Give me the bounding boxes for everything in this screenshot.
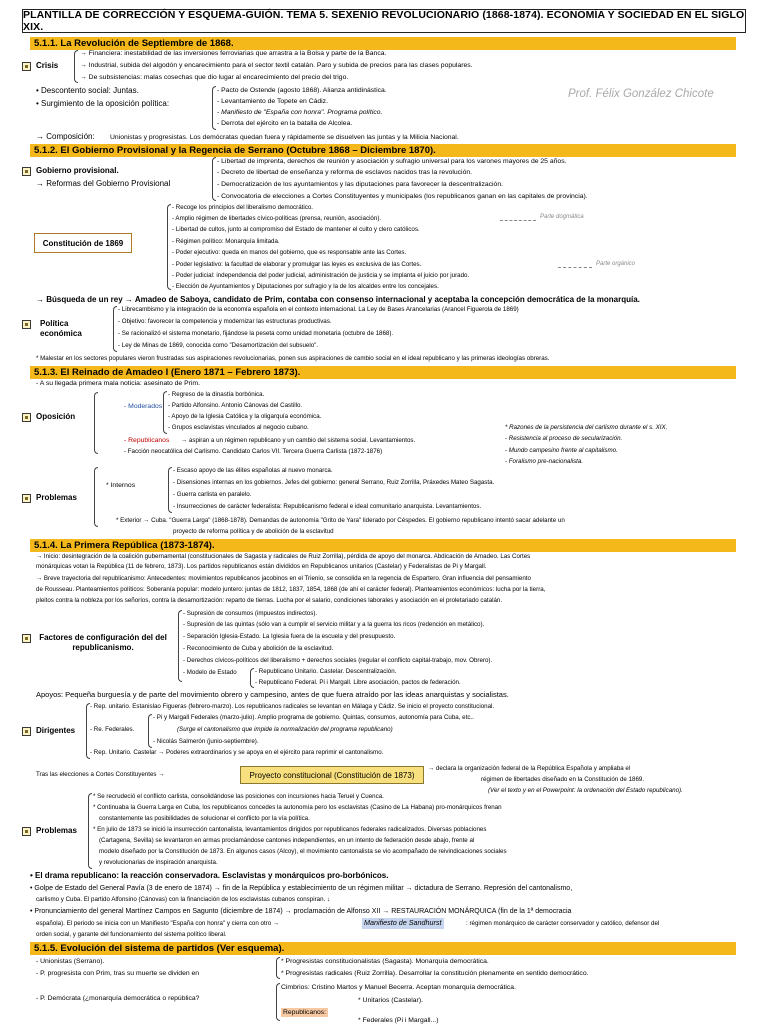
tras-elecciones-text: Tras las elecciones a Cortes Constituyentes →: [36, 771, 165, 778]
exterior-text-2: proyecto de reforma política y de abolición de la esclavitud: [173, 528, 334, 535]
busqueda-rey-text: → Búsqueda de un rey → Amadeo de Saboya, candidato de Prim, contaba con consenso internacional y aceptaba la concepción democrática de la monarquía.: [36, 295, 640, 304]
apoyos-text: Apoyos: Pequeña burguesía y de parte del movimiento obrero y campesino, antes de que fuera atraído por las ideas anarquistas y socialistas.: [36, 690, 509, 699]
page-title: PLANTILLA DE CORRECCIÓN Y ESQUEMA-GUIÓN. TEMA 5. SEXENIO REVOLUCIONARIO (1868-1874). ECONOMÍA Y SOCIEDAD EN EL SIGLO XIX.: [23, 9, 745, 33]
organica-item: - Poder legislativo: la facultad de elaborar y promulgar las leyes es exclusiva de las Cortes.: [172, 261, 422, 268]
sandhurst-highlight: Manifiesto de Sandhurst: [364, 918, 442, 927]
dogmatica-item: - Amplio régimen de libertades cívico-políticas (prensa, reunión, asociación).: [172, 215, 382, 222]
bullet-icon: [22, 413, 31, 422]
pronunciamiento-text-3: : régimen monárquico de carácter conservador y católico, defensor del: [466, 920, 660, 927]
pronunciamiento-text-4: orden social, y garante del funcionamiento del sistema político liberal.: [36, 931, 227, 938]
crisis-item: → De subsistencias: malas cosechas que dio lugar al encarecimiento del precio del trigo.: [80, 74, 349, 81]
moderados-item: - Regreso de la dinastía borbónica.: [168, 391, 265, 398]
inicio-text-2: monárquicas votan la República (11 de febrero, 1873). Los partidos republicanos están divididos en Republicanos unitarios (Castelar) y Federalistas de Pi y Margall.: [36, 563, 487, 570]
politica-item: - Librecambismo y la integración de la economía española en el contexto internacional. La Ley de Bases Arancelarias (Arancel Figuerola de 1869): [118, 306, 519, 313]
bullet-icon: [22, 494, 31, 503]
dogmatica-item: - Régimen político: Monarquía limitada.: [172, 238, 280, 245]
brace-icon: [276, 957, 280, 979]
crisis-label: Crisis: [36, 61, 59, 70]
brace-icon: [212, 157, 216, 201]
reformas-label: → Reformas del Gobierno Provisional: [36, 179, 171, 188]
brace-icon: [212, 86, 216, 130]
bullet-icon: [22, 62, 31, 71]
internos-item: - Disensiones internas en los gobiernos. Jefes del gobierno: general Serrano, Ruiz Zorrilla, Práxedes Mateo Sagasta.: [173, 479, 495, 486]
problema-item: * En julio de 1873 se inició la insurrección cantonalista, levantamientos dirigidos por republicanos federales radicalizados. Diversas poblaciones: [93, 826, 487, 833]
problema-item: constantemente las posibilidades de solucionar el conflicto por la vía política.: [99, 815, 310, 822]
bullet-icon: [22, 727, 31, 736]
democrata-text: - P. Demócrata (¿monarquía democrática o república?: [36, 995, 200, 1002]
brace-icon: [148, 714, 152, 748]
faccion-text: - Facción neocatólica del Carlismo. Candidato Carlos VII. Tercera Guerra Carlista (1872-1876): [124, 448, 383, 455]
razones-item: - Foralismo pre-nacionalista.: [505, 458, 584, 465]
factor-item: - Supresión de consumos (impuestos indirectos).: [183, 610, 318, 617]
crisis-item: → Financiera: inestabilidad de las inversiones ferroviarias que arrastra a la Bolsa y parte de la Banca.: [80, 50, 387, 57]
constitucionalistas-text: * Progresistas constitucionalistas (Sagasta). Monarquía democrática.: [281, 958, 489, 965]
organica-item: - Elección de Ayuntamientos y Diputaciones por sufragio y la de los alcaldes entre los concejales.: [172, 283, 439, 290]
oposicion-item: - Manifiesto de "España con honra". Programa político.: [217, 109, 383, 116]
radicales-text: * Progresistas radicales (Ruiz Zorrilla). Desarrollar la constitución plenamente en sentido democrático.: [281, 970, 589, 977]
reforma-item: - Decreto de libertad de enseñanza y reforma de esclavos nacidos tras la revolución.: [217, 169, 473, 176]
modelo-item: - Republicano Unitario. Castelar. Descentralización.: [255, 668, 397, 675]
organica-item: - Poder ejecutivo: queda en manos del gobierno, que es responsable ante las Cortes.: [172, 249, 407, 256]
exterior-text: * Exterior → Cuba. "Guerra Larga" (1868-1878). Demandas de autonomía "Grito de Yara" liderado por Céspedes. El gobierno republicano intentó sacar adelante un: [116, 517, 565, 524]
federales-label: - Re. Federales.: [90, 726, 135, 733]
surgimiento-text: • Surgimiento de la oposición política:: [36, 99, 170, 108]
oposicion-item: - Derrota del ejército en la batalla de Alcolea.: [217, 120, 353, 127]
composicion-text: Unionistas y progresistas. Los demócratas quedan fuera y rápidamente se disuelven las juntas y la Milicia Nacional.: [110, 134, 459, 141]
factores-label: Factores de configuración del del republicanismo.: [39, 633, 167, 652]
cantonalismo-note: (Surge el cantonalismo que impide la normalización del programa republicano): [177, 726, 393, 733]
factor-item: - Modelo de Estado: [183, 669, 237, 676]
razones-title: * Razones de la persistencia del carlismo durante el s. XIX.: [505, 424, 668, 431]
reforma-item: - Democratización de los ayuntamientos y las diputaciones para favorecer la descentralización.: [217, 181, 503, 188]
oposicion-label: Oposición: [36, 412, 76, 421]
breve-text-2: de Rousseau. Planteamientos políticos: Soberanía popular: modelo juntero: juntas de 1812, 1837, 1854, 1868 (de ahí el carácter federal). Planteamientos económicos: lucha por la tierra,: [36, 586, 546, 593]
dirigente-castelar: - Rep. Unitario. Castelar → Poderes extraordinarios y se apoya en el ejército para reprimir el cantonalismo.: [90, 749, 384, 756]
brace-icon: [178, 610, 182, 682]
divider: [558, 267, 592, 268]
bullet-icon: [22, 634, 31, 643]
pronunciamiento-text-2: española). El periodo se inicia con un Manifiesto "España con honra" y cierra con otro →: [36, 920, 280, 927]
brace-icon: [74, 50, 78, 83]
moderados-item: - Grupos esclavistas vinculados al negocio cubano.: [168, 424, 309, 431]
moderados-label: - Moderados: [124, 403, 163, 410]
llegada-text: - A su llegada primera mala noticia: asesinato de Prim.: [36, 380, 200, 387]
factor-item: - Supresión de las quintas (sólo van a cumplir el servicio militar y a la guerra los ricos (redención en metálico).: [183, 621, 485, 628]
drama-text: • El drama republicano: la reacción conservadora. Esclavistas y monárquicos pro-borbónicos.: [30, 871, 389, 880]
problema-item: modelo diseñado por la Constitución de 1873. En algunos casos (Alcoy), el movimiento cantonalista se vio acompañado de reivindicaciones sociales: [99, 848, 507, 855]
factor-item: - Derechos cívicos-políticos del liberalismo + derechos sociales (regular el conflicto capital-trabajo, mov. Obrero).: [183, 657, 493, 664]
problema-item: * Continuaba la Guerra Larga en Cuba, los republicanos concedes la autonomía pero los esclavistas (Casino de La Habana) pro-monárquicos frenan: [93, 804, 502, 811]
bullet-icon: [22, 827, 31, 836]
politica-item: - Objetivo: favorecer la competencia y modernizar las estructuras productivas.: [118, 318, 332, 325]
section-heading-512: 5.1.2. El Gobierno Provisional y la Regencia de Serrano (Octubre 1868 – Diciembre 1870).: [30, 144, 736, 157]
brace-icon: [163, 391, 167, 434]
federales-text: * Federales (Pi i Margall...): [358, 1017, 439, 1024]
dirigente-figueras: - Rep. unitario. Estanislao Figueras (febrero-marzo). Los republicanos radicales se levantan en Málaga y Cádiz. Se inicio el proyecto constitucional.: [90, 703, 495, 710]
brace-icon: [167, 204, 171, 290]
breve-text-3: pleitos contra la nobleza por los señoríos, contra la desamortización: reparto de tierras. Lucha por el salario, condiciones laborales y asociación en el proletariado catalán.: [36, 597, 503, 604]
brace-icon: [168, 467, 172, 513]
politica-economica-label: Política económica: [40, 319, 82, 338]
declara-text: (Ver el texto y en el Powerpoint: la ordenación del Estado republicano).: [488, 787, 683, 794]
brace-icon: [276, 983, 280, 1021]
brace-icon: [88, 793, 92, 869]
bullet-icon: [22, 167, 31, 176]
problemas-republica-label: Problemas: [36, 826, 77, 835]
dirigente-pi: - Pi y Margall Federales (marzo-julio). Amplio programa de gobierno. Quintas, consumos, autonomía para Cuba, etc..: [153, 714, 474, 721]
parte-dogmatica-label: Parte dogmática: [540, 214, 584, 220]
dirigente-salmeron: - Nicolás Salmerón (junio-septiembre).: [153, 738, 259, 745]
brace-icon: [250, 668, 254, 688]
problema-item: * Se recrudeció el conflicto carlista, consolidándose las posiciones con incursiones hacia Teruel y Cuenca.: [93, 793, 384, 800]
section-heading-513: 5.1.3. El Reinado de Amadeo I (Enero 1871 – Febrero 1873).: [30, 366, 736, 379]
pronunciamiento-text: • Pronunciamiento del general Martínez Campos en Sagunto (diciembre de 1874) → proclamación de Alfonso XII → RESTAURACIÓN MONÁRQUICA (fin de la 1ª democracia: [30, 908, 572, 915]
cimbrios-text: Cimbrios: Cristino Martos y Manuel Becerra. Aceptan monarquía democrática.: [281, 984, 516, 991]
razones-item: - Resistencia al proceso de secularización.: [505, 435, 623, 442]
bullet-icon: [22, 320, 31, 329]
internos-item: - Insurrecciones de carácter federalista: Republicanismo federal e ideal comunitario anarquista. Levantamientos.: [173, 503, 482, 510]
section-heading-515: 5.1.5. Evolución del sistema de partidos (Ver esquema).: [30, 942, 736, 955]
author-watermark: Prof. Félix González Chicote: [568, 88, 714, 100]
modelo-item: - Republicano Federal. Pi i Margall. Libre asociación, pactos de federación.: [255, 679, 461, 686]
politica-item: - Ley de Minas de 1869, conocida como "Desamortización del subsuelo".: [118, 342, 319, 349]
organica-item: - Poder judicial: independencia del poder judicial, administración de justicia y se implanta el juicio por jurado.: [172, 272, 470, 279]
unionistas-text: - Unionistas (Serrano).: [36, 958, 105, 965]
declara-text: → declara la organización federal de la República Española y ampliaba el: [428, 765, 631, 772]
problema-item: (Cartagena, Sevilla) se levantaron en armas proclamándose cantones independientes, en un intento de federación desde abajo, frente al: [99, 837, 475, 844]
composicion-label: → Composición:: [36, 132, 95, 141]
problemas-label: Problemas: [36, 493, 77, 502]
factor-item: - Separación Iglesia-Estado. La Iglesia fuera de la escuela y del presupuesto.: [183, 633, 396, 640]
moderados-item: - Partido Alfonsino. Antonio Cánovas del Castillo.: [168, 402, 303, 409]
razones-item: - Mundo campesino frente al capitalismo.: [505, 447, 618, 454]
section-heading-514: 5.1.4. La Primera República (1873-1874).: [30, 539, 736, 552]
descontento-text: • Descontento social: Juntas.: [36, 86, 139, 95]
dirigentes-label: Dirigentes: [36, 726, 76, 735]
internos-item: - Escaso apoyo de las élites españolas al nuevo monarca.: [173, 467, 333, 474]
moderados-item: - Apoyo de la Iglesia Católica y la oligarquía económica.: [168, 413, 322, 420]
declara-text: régimen de libertades diseñado en la Constitución de 1869.: [481, 776, 645, 783]
internos-label: * Internos: [106, 482, 136, 489]
constitucion-1869-box: Constitución de 1869: [34, 233, 132, 253]
brace-icon: [113, 306, 117, 352]
unitarios-text: * Unitarios (Castelar).: [358, 997, 423, 1004]
malestar-text: * Malestar en los sectores populares vieron frustradas sus aspiraciones revolucionarias, ponen sus aspiraciones de cambio social en el ideal republicano y las primeras ideologías obreras.: [36, 355, 550, 362]
reforma-item: - Convocatoria de elecciones a Cortes Constituyentes y municipales (los republicanos ganan en las capitales de provincia).: [217, 193, 588, 200]
golpe-text-2: carlismo y Cuba. El partido Alfonsino (Cánovas) con la financiación de los esclavistas cubanos conspiran. ↓: [36, 896, 331, 903]
internos-item: - Guerra carlista en paralelo.: [173, 491, 252, 498]
breve-text: → Breve trayectoria del republicanismo: Antecedentes: movimientos republicanos jacobinos en el Trienio, se consolida en la regencia de Espartero. Gran influencia del pensamiento: [36, 575, 531, 582]
reforma-item: - Libertad de imprenta, derechos de reunión y asociación y sufragio universal para los varones mayores de 25 años.: [217, 158, 567, 165]
dogmatica-item: - Libertad de cultos, junto al compromiso del Estado de mantener el culto y clero católicos.: [172, 226, 420, 233]
inicio-text: → Inicio: desintegración de la coalición gubernamental (constitucionales de Sagasta y radicales de Ruiz Zorrilla), pérdida de apoyo del monarca. Abdicación de Amadeo. Las Cortes: [36, 553, 531, 560]
republicanos-label: - Republicanos: [124, 437, 170, 444]
dogmatica-item: - Recoge los principios del liberalismo democrático.: [172, 204, 313, 211]
republicanos-text: → aspiran a un régimen republicano y un cambio del sistema social. Levantamientos.: [181, 437, 416, 444]
factor-item: - Reconocimiento de Cuba y abolición de la esclavitud.: [183, 645, 334, 652]
oposicion-item: - Pacto de Ostende (agosto 1868). Alianza antidinástica.: [217, 87, 387, 94]
brace-icon: [94, 392, 98, 454]
republicanos-515-label: Republicanos:: [283, 1009, 327, 1016]
problema-item: y revolucionarias de inspiración anarquista.: [99, 859, 218, 866]
brace-icon: [94, 467, 98, 527]
golpe-text: • Golpe de Estado del General Pavía (3 de enero de 1874) → fin de la República y establecimiento de un régimen militar → dictadura de Serrano. Represión del cantonalismo,: [30, 885, 573, 892]
proyecto-constitucional-box: Proyecto constitucional (Constitución de 1873): [240, 766, 424, 784]
divider: [500, 220, 536, 221]
section-heading-511: 5.1.1. La Revolución de Septiembre de 1868.: [30, 37, 736, 50]
crisis-item: → Industrial, subida del algodón y encarecimiento para el sector textil catalán. Paro y subida de precios para las clases populares.: [80, 62, 473, 69]
oposicion-item: - Levantamiento de Topete en Cádiz.: [217, 98, 328, 105]
politica-item: - Se racionalizó el sistema monetario, fijándose la peseta como unidad monetaria (octubre de 1868).: [118, 330, 394, 337]
parte-organica-label: Parte orgánico: [596, 261, 636, 267]
gobierno-label: Gobierno provisional.: [36, 166, 119, 175]
progresista-text: - P. progresista con Prim, tras su muerte se dividen en: [36, 970, 200, 977]
